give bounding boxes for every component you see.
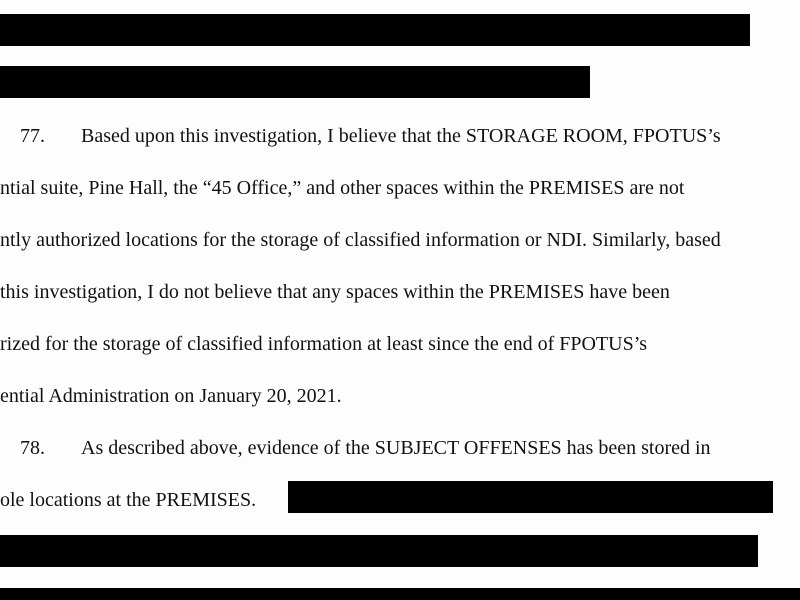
para-78-line-1 bbox=[20, 436, 711, 460]
redaction-bar-2 bbox=[0, 66, 590, 98]
para-78-line-2: ole locations at the PREMISES. bbox=[0, 489, 257, 511]
paragraph-number-77: 77. bbox=[20, 125, 45, 147]
para-77-text-1: Based upon this investigation, I believe that the STORAGE ROOM, FPOTUS’s bbox=[81, 125, 721, 147]
redaction-bar-5 bbox=[0, 588, 800, 600]
para-77-line-2: ntial suite, Pine Hall, the “45 Office,” and other spaces within the PREMISES are not bbox=[0, 177, 685, 199]
redaction-bar-3 bbox=[288, 481, 773, 513]
para-77-line-4: this investigation, I do not believe that any spaces within the PREMISES have been bbox=[0, 281, 670, 303]
para-77-line-5: rized for the storage of classified information at least since the end of FPOTUS’s bbox=[0, 333, 648, 355]
redaction-bar-1 bbox=[0, 14, 750, 46]
paragraph-number-78: 78. bbox=[20, 437, 45, 459]
para-77-line-1 bbox=[20, 124, 721, 148]
para-77-line-3: ntly authorized locations for the storage of classified information or NDI. Similarly, based bbox=[0, 229, 721, 251]
para-78-text-1: As described above, evidence of the SUBJECT OFFENSES has been stored in bbox=[81, 437, 711, 459]
para-77-line-6: ential Administration on January 20, 2021. bbox=[0, 385, 342, 407]
redaction-bar-4 bbox=[0, 535, 758, 567]
